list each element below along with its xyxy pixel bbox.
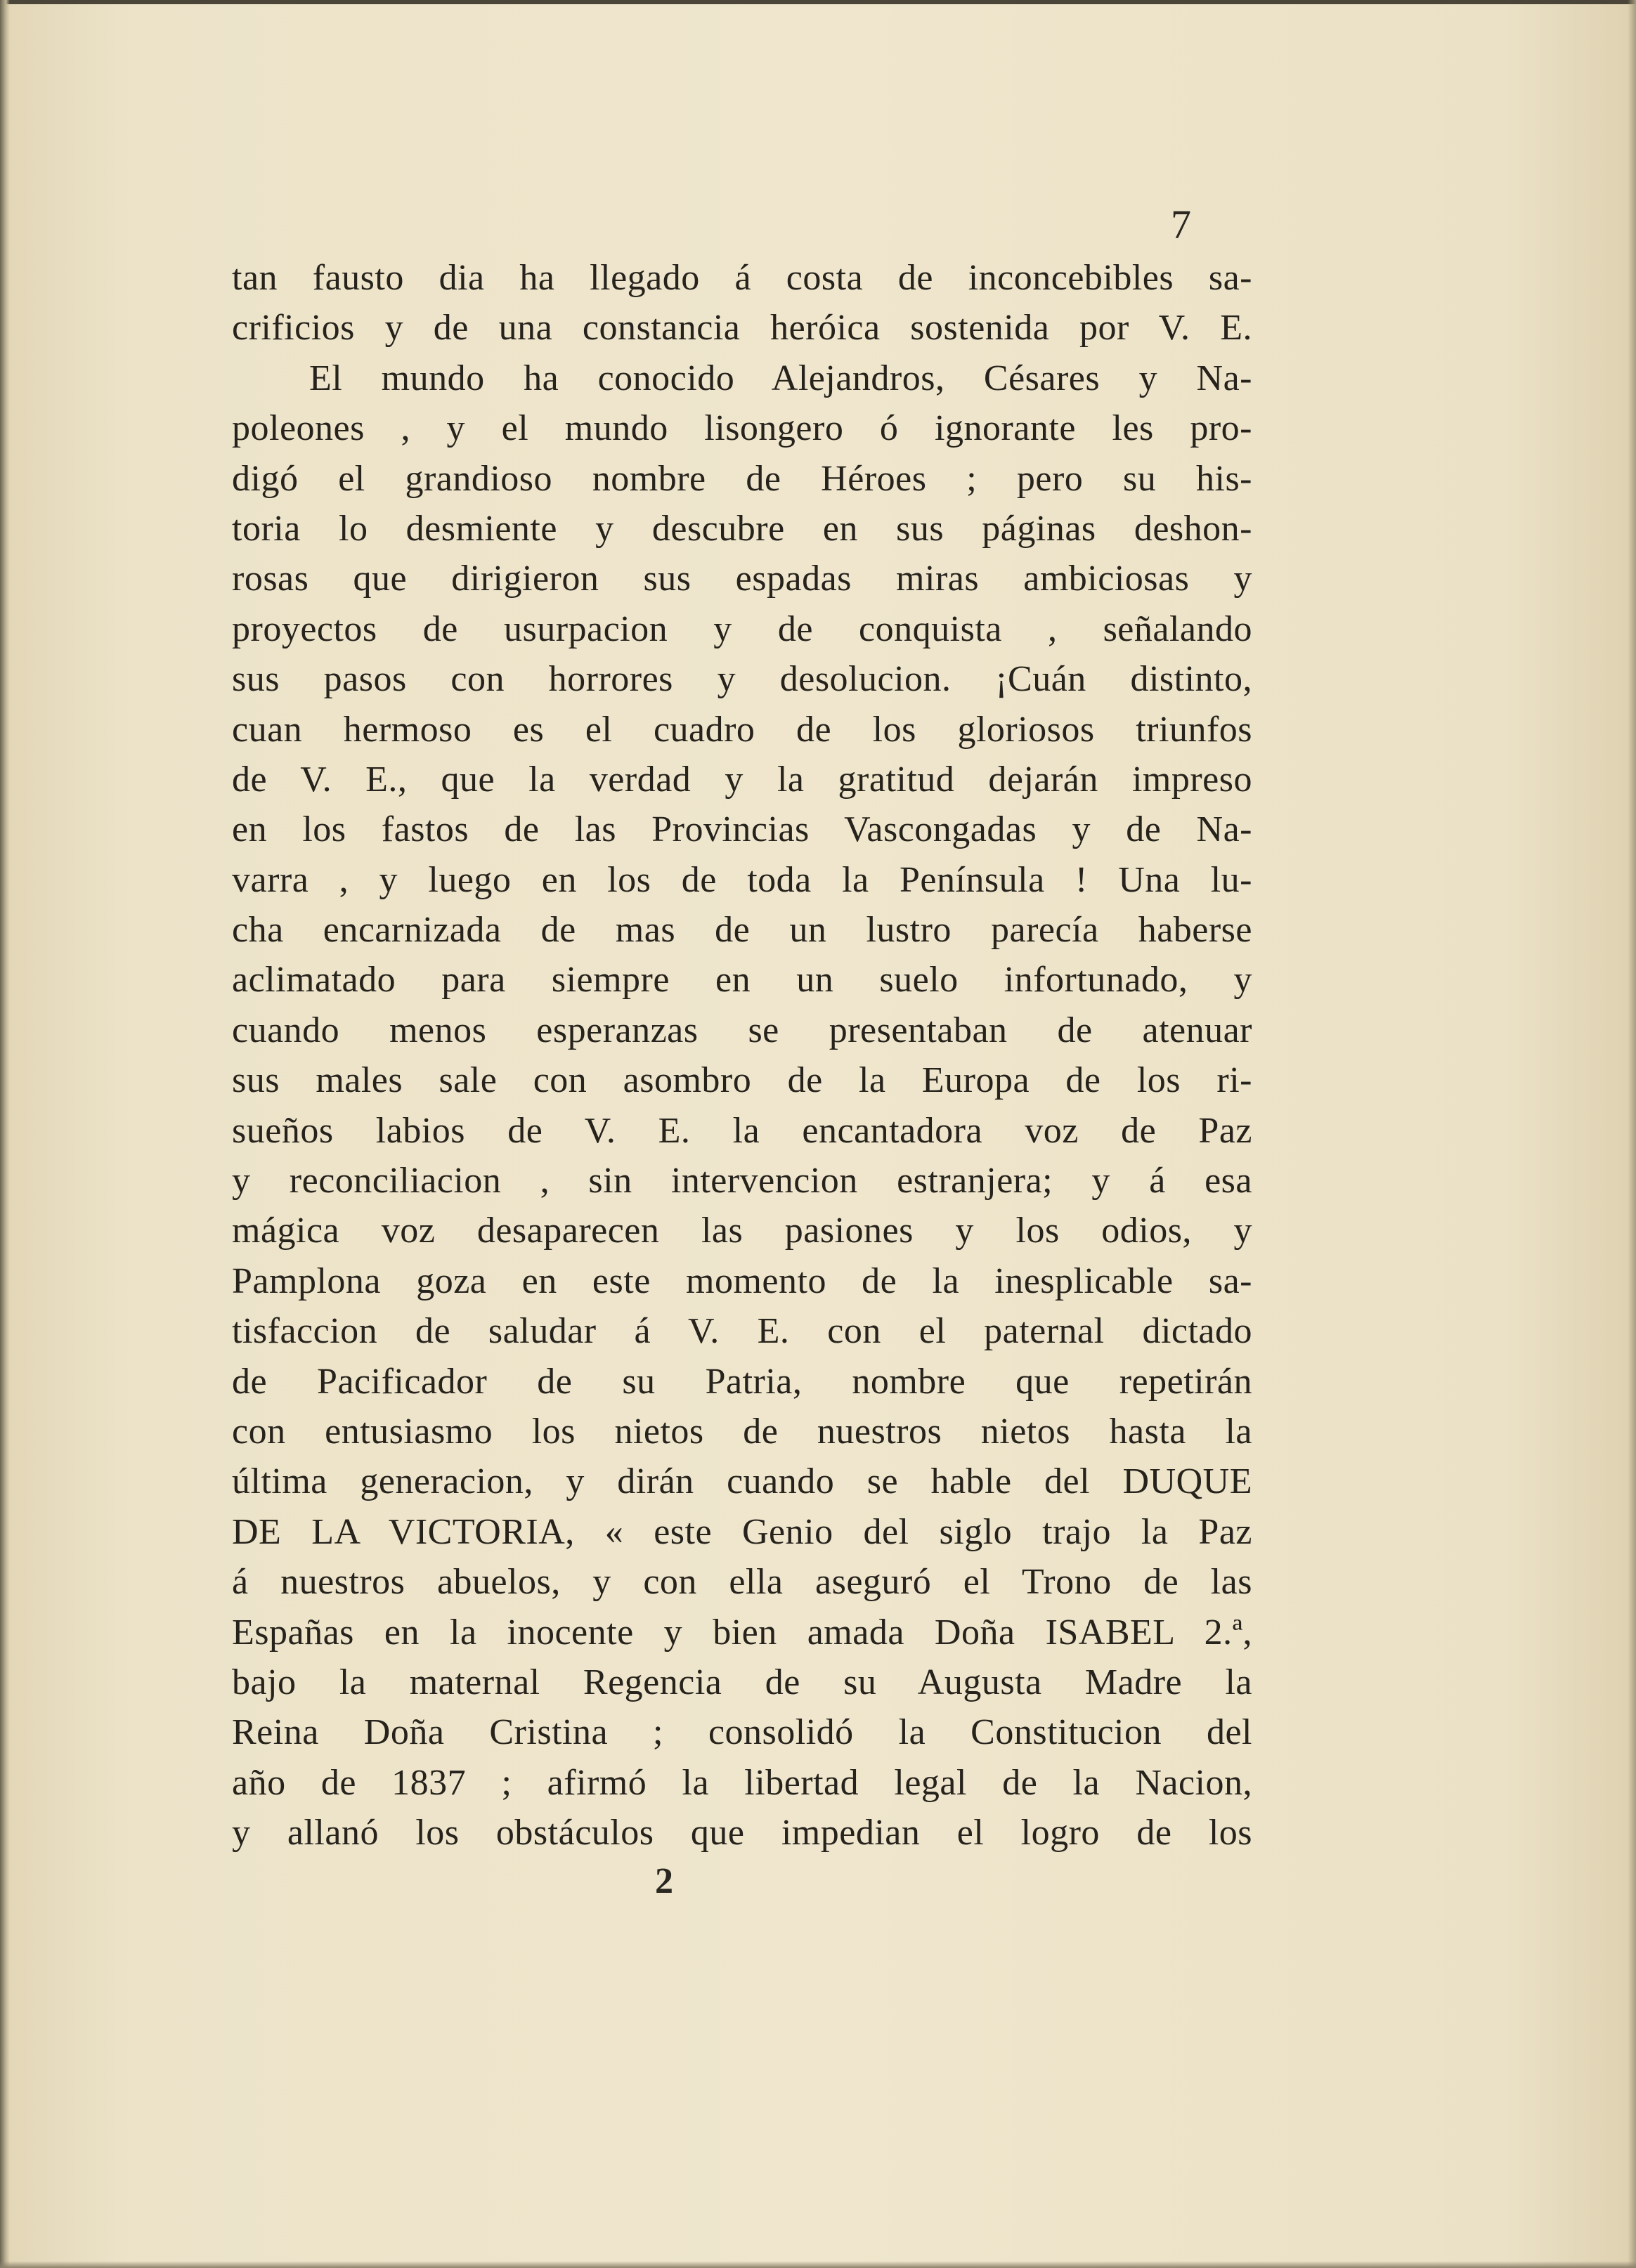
text-line: y allanó los obstáculos que impedian el logro de los: [232, 1813, 1252, 1853]
scan-edge-top: [0, 0, 1636, 4]
body-text: [232, 253, 1252, 1858]
text-line: proyectos de usurpacion y de conquista , señalando: [232, 608, 1252, 649]
page-binding-edge: [0, 0, 10, 2268]
text-line: año de 1837 ; afirmó la libertad legal de la Nacion,: [232, 1762, 1252, 1803]
text-line: DE LA VICTORIA, « este Genio del siglo trajo la Paz: [232, 1511, 1252, 1552]
text-line: de V. E., que la verdad y la gratitud dejarán impreso: [232, 759, 1252, 800]
paragraph-start-line: El mundo ha conocido Alejandros, Césares y Na-: [309, 358, 1252, 398]
text-line: poleones , y el mundo lisongero ó ignorante les pro-: [232, 408, 1252, 449]
text-line: sus pasos con horrores y desolucion. ¡Cuán distinto,: [232, 659, 1252, 700]
page-number: 7: [1171, 202, 1191, 247]
text-line: rosas que dirigieron sus espadas miras ambiciosas y: [232, 559, 1252, 599]
text-line: en los fastos de las Provincias Vascongadas y de Na-: [232, 809, 1252, 850]
scan-edge-right: [1628, 0, 1636, 2268]
text-line: y reconciliacion , sin intervencion estranjera; y á esa: [232, 1161, 1252, 1201]
text-line: Reina Doña Cristina ; consolidó la Constitucion del: [232, 1712, 1252, 1753]
text-line: de Pacificador de su Patria, nombre que repetirán: [232, 1361, 1252, 1402]
scan-edge-bottom: [0, 2261, 1636, 2268]
text-line: bajo la maternal Regencia de su Augusta Madre la: [232, 1662, 1252, 1702]
text-line: tan fausto dia ha llegado á costa de inconcebibles sa-: [232, 258, 1252, 298]
text-line: sueños labios de V. E. la encantadora voz de Paz: [232, 1110, 1252, 1151]
text-line: mágica voz desaparecen las pasiones y los odios, y: [232, 1211, 1252, 1251]
printer-signature-mark: 2: [655, 1861, 673, 1901]
text-line: sus males sale con asombro de la Europa de los ri-: [232, 1060, 1252, 1101]
text-line: última generacion, y dirán cuando se hable del DUQUE: [232, 1461, 1252, 1502]
text-line: digó el grandioso nombre de Héroes ; pero su his-: [232, 458, 1252, 499]
text-line: á nuestros abuelos, y con ella aseguró el Trono de las: [232, 1562, 1252, 1603]
text-line: toria lo desmiente y descubre en sus páginas deshon-: [232, 508, 1252, 549]
text-line: tisfaccion de saludar á V. E. con el paternal dictado: [232, 1311, 1252, 1352]
text-line: con entusiasmo los nietos de nuestros nietos hasta la: [232, 1411, 1252, 1452]
text-line: Pamplona goza en este momento de la inesplicable sa-: [232, 1260, 1252, 1301]
text-line: cuan hermoso es el cuadro de los gloriosos triunfos: [232, 709, 1252, 750]
text-line: varra , y luego en los de toda la Península ! Una lu-: [232, 859, 1252, 900]
text-line: Españas en la inocente y bien amada Doña ISABEL 2.ª,: [232, 1612, 1252, 1653]
text-line: cuando menos esperanzas se presentaban de atenuar: [232, 1010, 1252, 1050]
text-line: crificios y de una constancia heróica sostenida por V. E.: [232, 308, 1252, 348]
text-line: aclimatado para siempre en un suelo infortunado, y: [232, 960, 1252, 1001]
text-line: cha encarnizada de mas de un lustro parecía haberse: [232, 910, 1252, 951]
